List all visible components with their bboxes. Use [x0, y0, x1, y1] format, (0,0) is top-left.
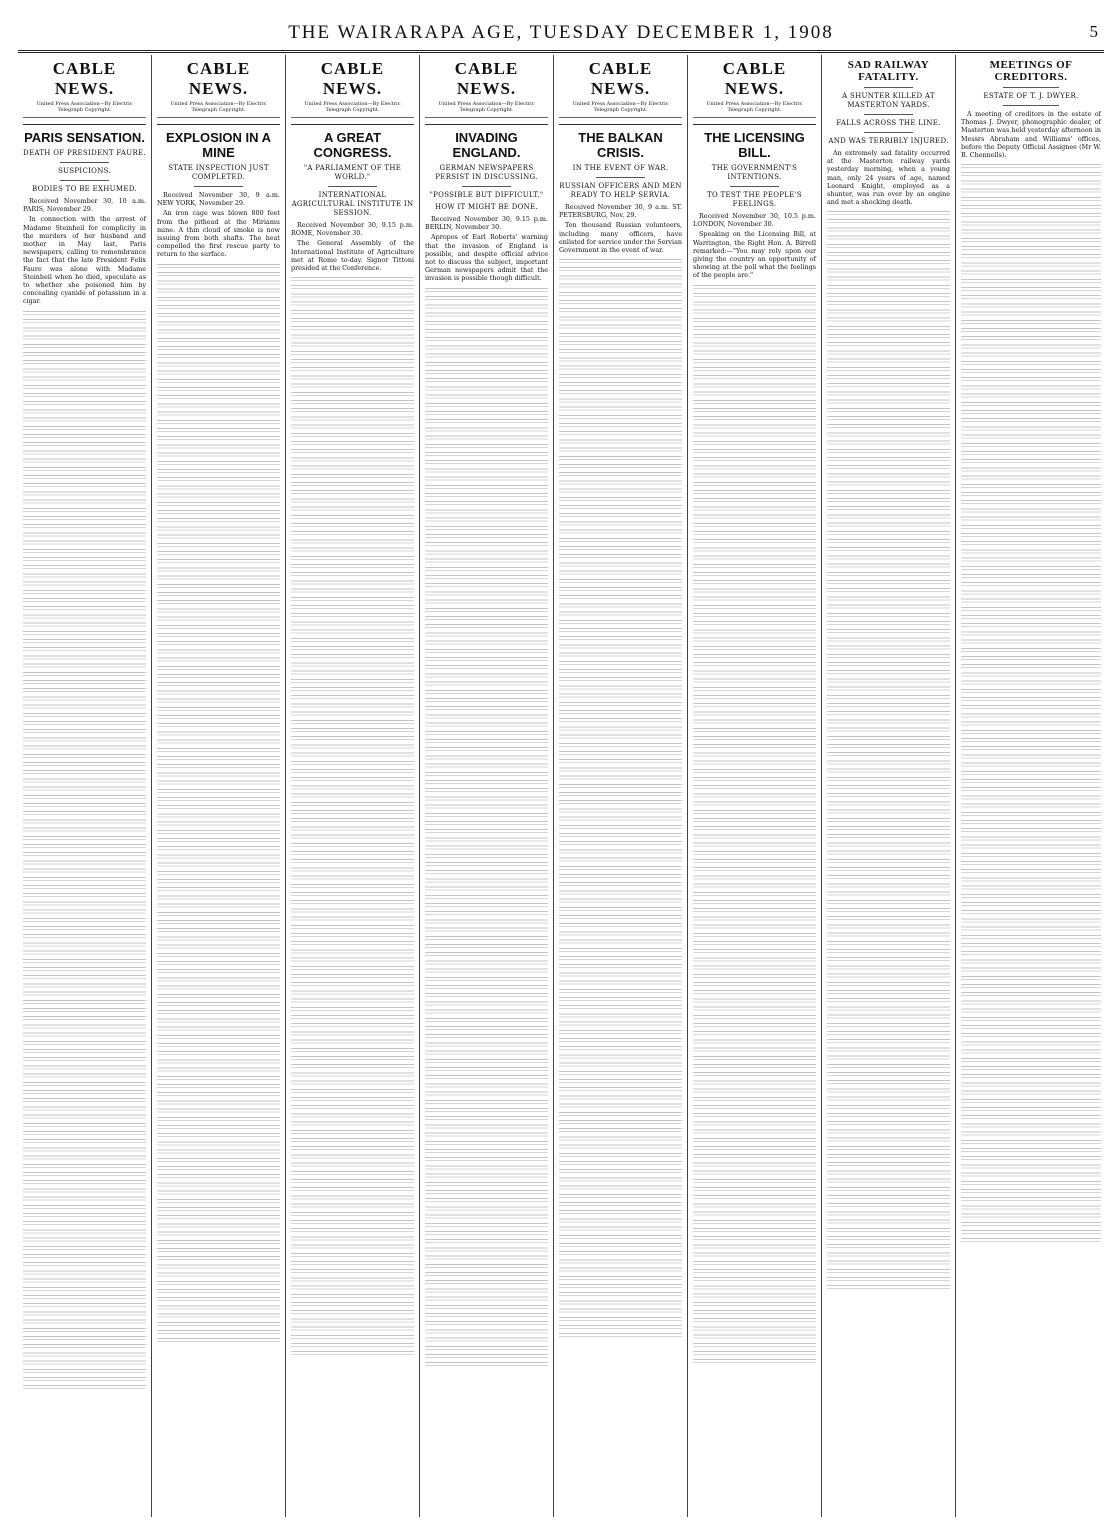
- dateline: Received November 30, 9 a.m. NEW YORK, November 29.: [157, 191, 280, 208]
- divider: [194, 186, 243, 187]
- column-1: [18, 55, 152, 1517]
- dateline: Received November 30, 9 a.m. ST. PETERSBURG, Nov. 29.: [559, 203, 682, 220]
- body-text-block: [693, 283, 816, 1363]
- story-text: Ten thousand Russian volunteers, including many officers, have enlisted for service under the Servian Government in the event of war.: [559, 221, 682, 255]
- divider: [328, 186, 377, 187]
- story-text: A meeting of creditors in the estate of Thomas J. Dwyer, phonographic dealer, of Masterton was held yesterday afternoon in Messrs Abraham and Williams' offices, before the Deputy Official Assignee (Mr W. B. Chennells).: [961, 110, 1101, 160]
- page-number: 5: [1089, 22, 1098, 41]
- press-credit: United Press Association—By Electric Telegraph Copyright.: [157, 101, 280, 118]
- story-subhead: INTERNATIONAL AGRICULTURAL INSTITUTE IN SESSION.: [291, 191, 414, 217]
- newspaper-title: THE WAIRARAPA AGE, TUESDAY DECEMBER 1, 1908: [288, 22, 834, 43]
- column-head: SAD RAILWAY FATALITY.: [847, 59, 930, 83]
- divider: [864, 132, 913, 133]
- divider: [596, 177, 645, 178]
- dateline: Received November 30, 10 a.m. PARIS, November 29.: [23, 197, 146, 214]
- press-credit: United Press Association—By Electric Telegraph Copyright.: [425, 101, 548, 118]
- story-subhead: HOW IT MIGHT BE DONE.: [434, 203, 539, 211]
- story-text: Speaking on the Licensing Bill, at Warrington, the Right Hon. A. Birrell remarked:—"You may rely upon our giving the country an opportunity of showing at the poll what the feelings of the people are.": [693, 230, 816, 280]
- story-subhead: STATE INSPECTION JUST COMPLETED.: [168, 164, 269, 181]
- press-credit: United Press Association—By Electric Telegraph Copyright.: [559, 101, 682, 118]
- story-subhead: THE GOVERNMENT'S INTENTIONS.: [711, 164, 798, 181]
- story-headline: A GREAT CONGRESS.: [291, 124, 414, 160]
- divider: [864, 114, 913, 115]
- news-columns: [18, 55, 1106, 1517]
- story-subhead: AND WAS TERRIBLY INJURED.: [828, 137, 949, 145]
- dateline: Received November 30, 9.15 p.m. BERLIN, November 30.: [425, 215, 548, 232]
- divider: [1003, 105, 1059, 106]
- column-head: CABLE NEWS.: [320, 59, 385, 98]
- divider: [462, 186, 511, 187]
- story-subhead: FALLS ACROSS THE LINE.: [836, 119, 941, 127]
- story-subhead: IN THE EVENT OF WAR.: [572, 164, 669, 172]
- press-credit: United Press Association—By Electric Telegraph Copyright.: [693, 101, 816, 118]
- dateline: Received November 30, 10.5 p.m. LONDON, November 30.: [693, 212, 816, 229]
- story-text: An extremely sad fatality occurred at the Masterton railway yards yesterday morning, when a young man, only 24 years of age, named Leonard Knight, employed as a shunter, was run over by an engine and met a shocking death.: [827, 149, 950, 207]
- column-7: [822, 55, 956, 1517]
- story-headline: INVADING ENGLAND.: [425, 124, 548, 160]
- divider: [60, 180, 109, 181]
- masthead: [18, 10, 1104, 53]
- column-head: MEETINGS OF CREDITORS.: [989, 59, 1073, 83]
- story-subhead: BODIES TO BE EXHUMED.: [32, 185, 137, 193]
- body-text-block: [827, 209, 950, 1289]
- column-5: [554, 55, 688, 1517]
- column-4: [420, 55, 554, 1517]
- body-text-block: [291, 275, 414, 1355]
- column-3: [286, 55, 420, 1517]
- body-text-block: [559, 257, 682, 1337]
- press-credit: United Press Association—By Electric Telegraph Copyright.: [291, 101, 414, 118]
- body-text-block: [961, 162, 1101, 1242]
- column-head: CABLE NEWS.: [454, 59, 519, 98]
- divider: [730, 186, 779, 187]
- story-subhead: "POSSIBLE BUT DIFFICULT.": [429, 191, 544, 199]
- story-text: In connection with the arrest of Madame Steinheil for complicity in the murders of her husband and mother in May last, Paris newspapers, calling to remembrance the fact that the late President Felix Faure was alone with Madame Steinheil when he died, speculate as to whether she poisoned him by concealing cyanide of potassium in a cigar.: [23, 215, 146, 306]
- column-2: [152, 55, 286, 1517]
- story-subhead: RUSSIAN OFFICERS AND MEN READY TO HELP SERVIA.: [559, 182, 682, 199]
- column-8: [956, 55, 1106, 1517]
- story-subhead: GERMAN NEWSPAPERS PERSIST IN DISCUSSING.: [435, 164, 538, 181]
- column-head: CABLE NEWS.: [52, 59, 117, 98]
- story-headline: EXPLOSION IN A MINE: [157, 124, 280, 160]
- story-text: An iron cage was blown 800 feet from the pithead at the Miriamu mine. A thin cloud of smoke is now issuing from both shafts. The heat compelled the first rescue party to return to the surface.: [157, 209, 280, 259]
- body-text-block: [23, 309, 146, 1389]
- divider: [60, 162, 109, 163]
- story-headline: PARIS SENSATION.: [23, 124, 146, 145]
- story-subhead: SUSPICIONS.: [57, 167, 112, 175]
- column-head: CABLE NEWS.: [186, 59, 251, 98]
- story-subhead: TO TEST THE PEOPLE'S FEELINGS.: [707, 191, 802, 208]
- divider: [864, 87, 913, 88]
- story-headline: THE BALKAN CRISIS.: [559, 124, 682, 160]
- story-subhead: A SHUNTER KILLED AT MASTERTON YARDS.: [842, 92, 935, 109]
- story-text: The General Assembly of the International Institute of Agriculture met at Rome to-day. Signor Tittoni presided at the Conference.: [291, 239, 414, 273]
- story-subhead: ESTATE OF T. J. DWYER.: [983, 92, 1079, 100]
- body-text-block: [157, 262, 280, 1342]
- divider: [1003, 87, 1059, 88]
- story-subhead: DEATH OF PRESIDENT FAURE.: [23, 149, 146, 157]
- column-6: [688, 55, 822, 1517]
- story-text: Apropos of Earl Roberts' warning that the invasion of England is possible, and despite official advice not to discuss the subject, important German newspapers admit that the invasion is possible though difficult.: [425, 233, 548, 283]
- body-text-block: [425, 286, 548, 1366]
- dateline: Received November 30, 9.15 p.m. ROME, November 30.: [291, 221, 414, 238]
- column-head: CABLE NEWS.: [722, 59, 787, 98]
- press-credit: United Press Association—By Electric Telegraph Copyright.: [23, 101, 146, 118]
- column-head: CABLE NEWS.: [588, 59, 653, 98]
- story-subhead: "A PARLIAMENT OF THE WORLD.": [303, 164, 402, 181]
- story-headline: THE LICENSING BILL.: [693, 124, 816, 160]
